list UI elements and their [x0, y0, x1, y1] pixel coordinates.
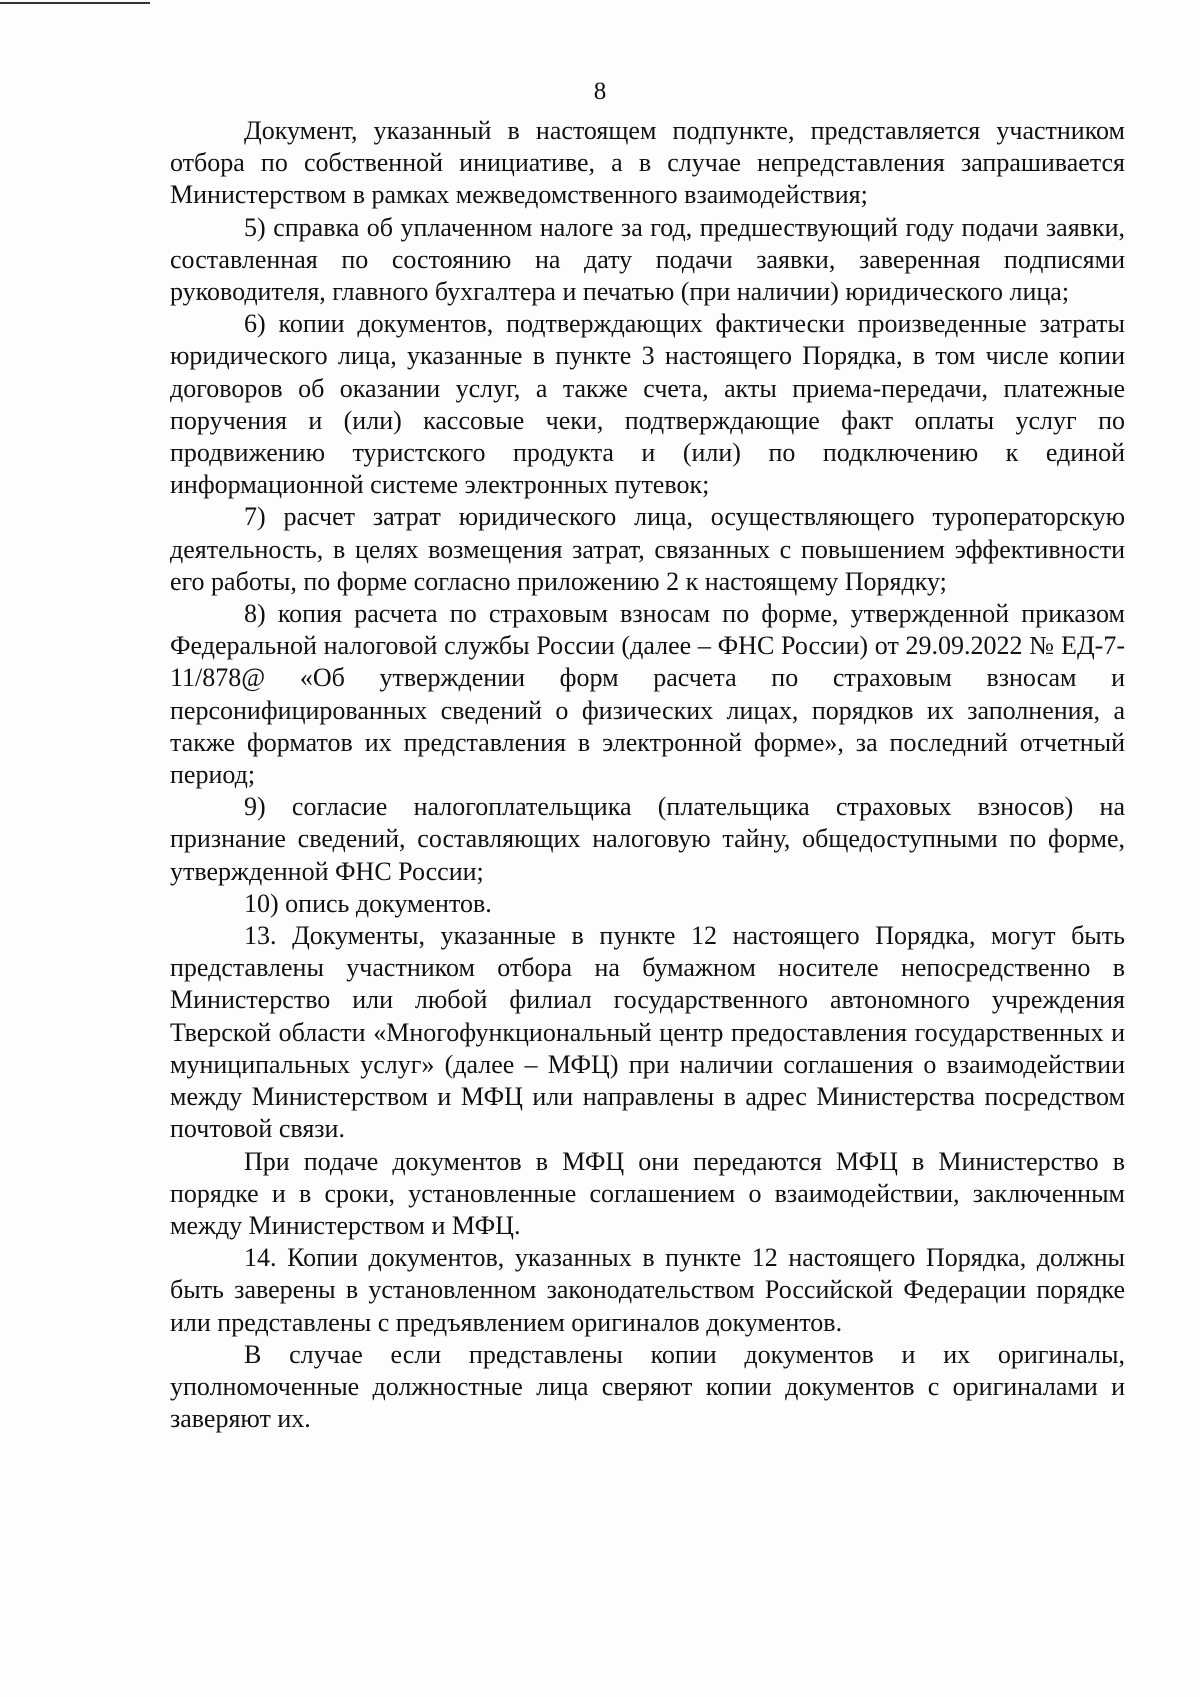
document-body	[170, 115, 1125, 1435]
paragraph-document-note: Документ, указанный в настоящем подпункте, представляется участником отбора по собственной инициативе, а в случае непредставления запрашивается Министерством в рамках межведомственного взаимодействия;	[170, 116, 1125, 210]
paragraph-item-7: 7) расчет затрат юридического лица, осуществляющего туроператорскую деятельность, в целях возмещения затрат, связанных с повышением эффективности его работы, по форме согласно приложению 2 к настоящему Порядку;	[170, 502, 1125, 596]
paragraph-item-5: 5) справка об уплаченном налоге за год, предшествующий году подачи заявки, составленная по состоянию на дату подачи заявки, заверенная подписями руководителя, главного бухгалтера и печатью (при наличии) юридического лица;	[170, 212, 1125, 307]
paragraph-originals-check: В случае если представлены копии документов и их оригиналы, уполномоченные должностные лица сверяют копии документов с оригиналами и заверяют их.	[170, 1339, 1125, 1434]
paragraph-mfc-transfer: При подаче документов в МФЦ они передаются МФЦ в Министерство в порядке и в сроки, установленные соглашением о взаимодействии, заключенным между Министерством и МФЦ.	[170, 1146, 1125, 1240]
paragraph-clause-14: 14. Копии документов, указанных в пункте 12 настоящего Порядка, должны быть заверены в установленном законодательством Российской Федерации порядке или представлены с предъявлением оригиналов документов.	[170, 1243, 1125, 1337]
page-number: 8	[593, 78, 607, 105]
paragraph-item-8: 8) копия расчета по страховым взносам по форме, утвержденной приказом Федеральной налоговой службы России (далее – ФНС России) от 29.09.2022 № ЕД-7-11/878@ «Об утверждении форм расчета по страховым взносам и персонифицированных сведений о физических лицах, порядков их заполнения, а также форматов их представления в электронной форме», за последний отчетный период;	[170, 599, 1125, 790]
scan-edge-line	[0, 2, 150, 4]
paragraph-item-6: 6) копии документов, подтверждающих фактически произведенные затраты юридического лица, указанные в пункте 3 настоящего Порядка, в том числе копии договоров об оказании услуг, а также счета, акты приема-передачи, платежные поручения и (или) кассовые чеки, подтверждающие факт оплаты услуг по продвижению туристского продукта и (или) по подключению к единой информационной системе электронных путевок;	[170, 309, 1125, 500]
paragraph-clause-13: 13. Документы, указанные в пункте 12 настоящего Порядка, могут быть представлены участником отбора на бумажном носителе непосредственно в Министерство или любой филиал государственного автономного учреждения Тверской области «Многофункциональный центр предоставления государственных и муниципальных услуг» (далее – МФЦ) при наличии соглашения о взаимодействии между Министерством и МФЦ или направлены в адрес Министерства посредством почтовой связи.	[170, 921, 1125, 1144]
paragraph-item-9: 9) согласие налогоплательщика (плательщика страховых взносов) на признание сведений, составляющих налоговую тайну, общедоступными по форме, утвержденной ФНС России;	[170, 792, 1125, 886]
paragraph-item-10: 10) опись документов.	[244, 888, 492, 918]
